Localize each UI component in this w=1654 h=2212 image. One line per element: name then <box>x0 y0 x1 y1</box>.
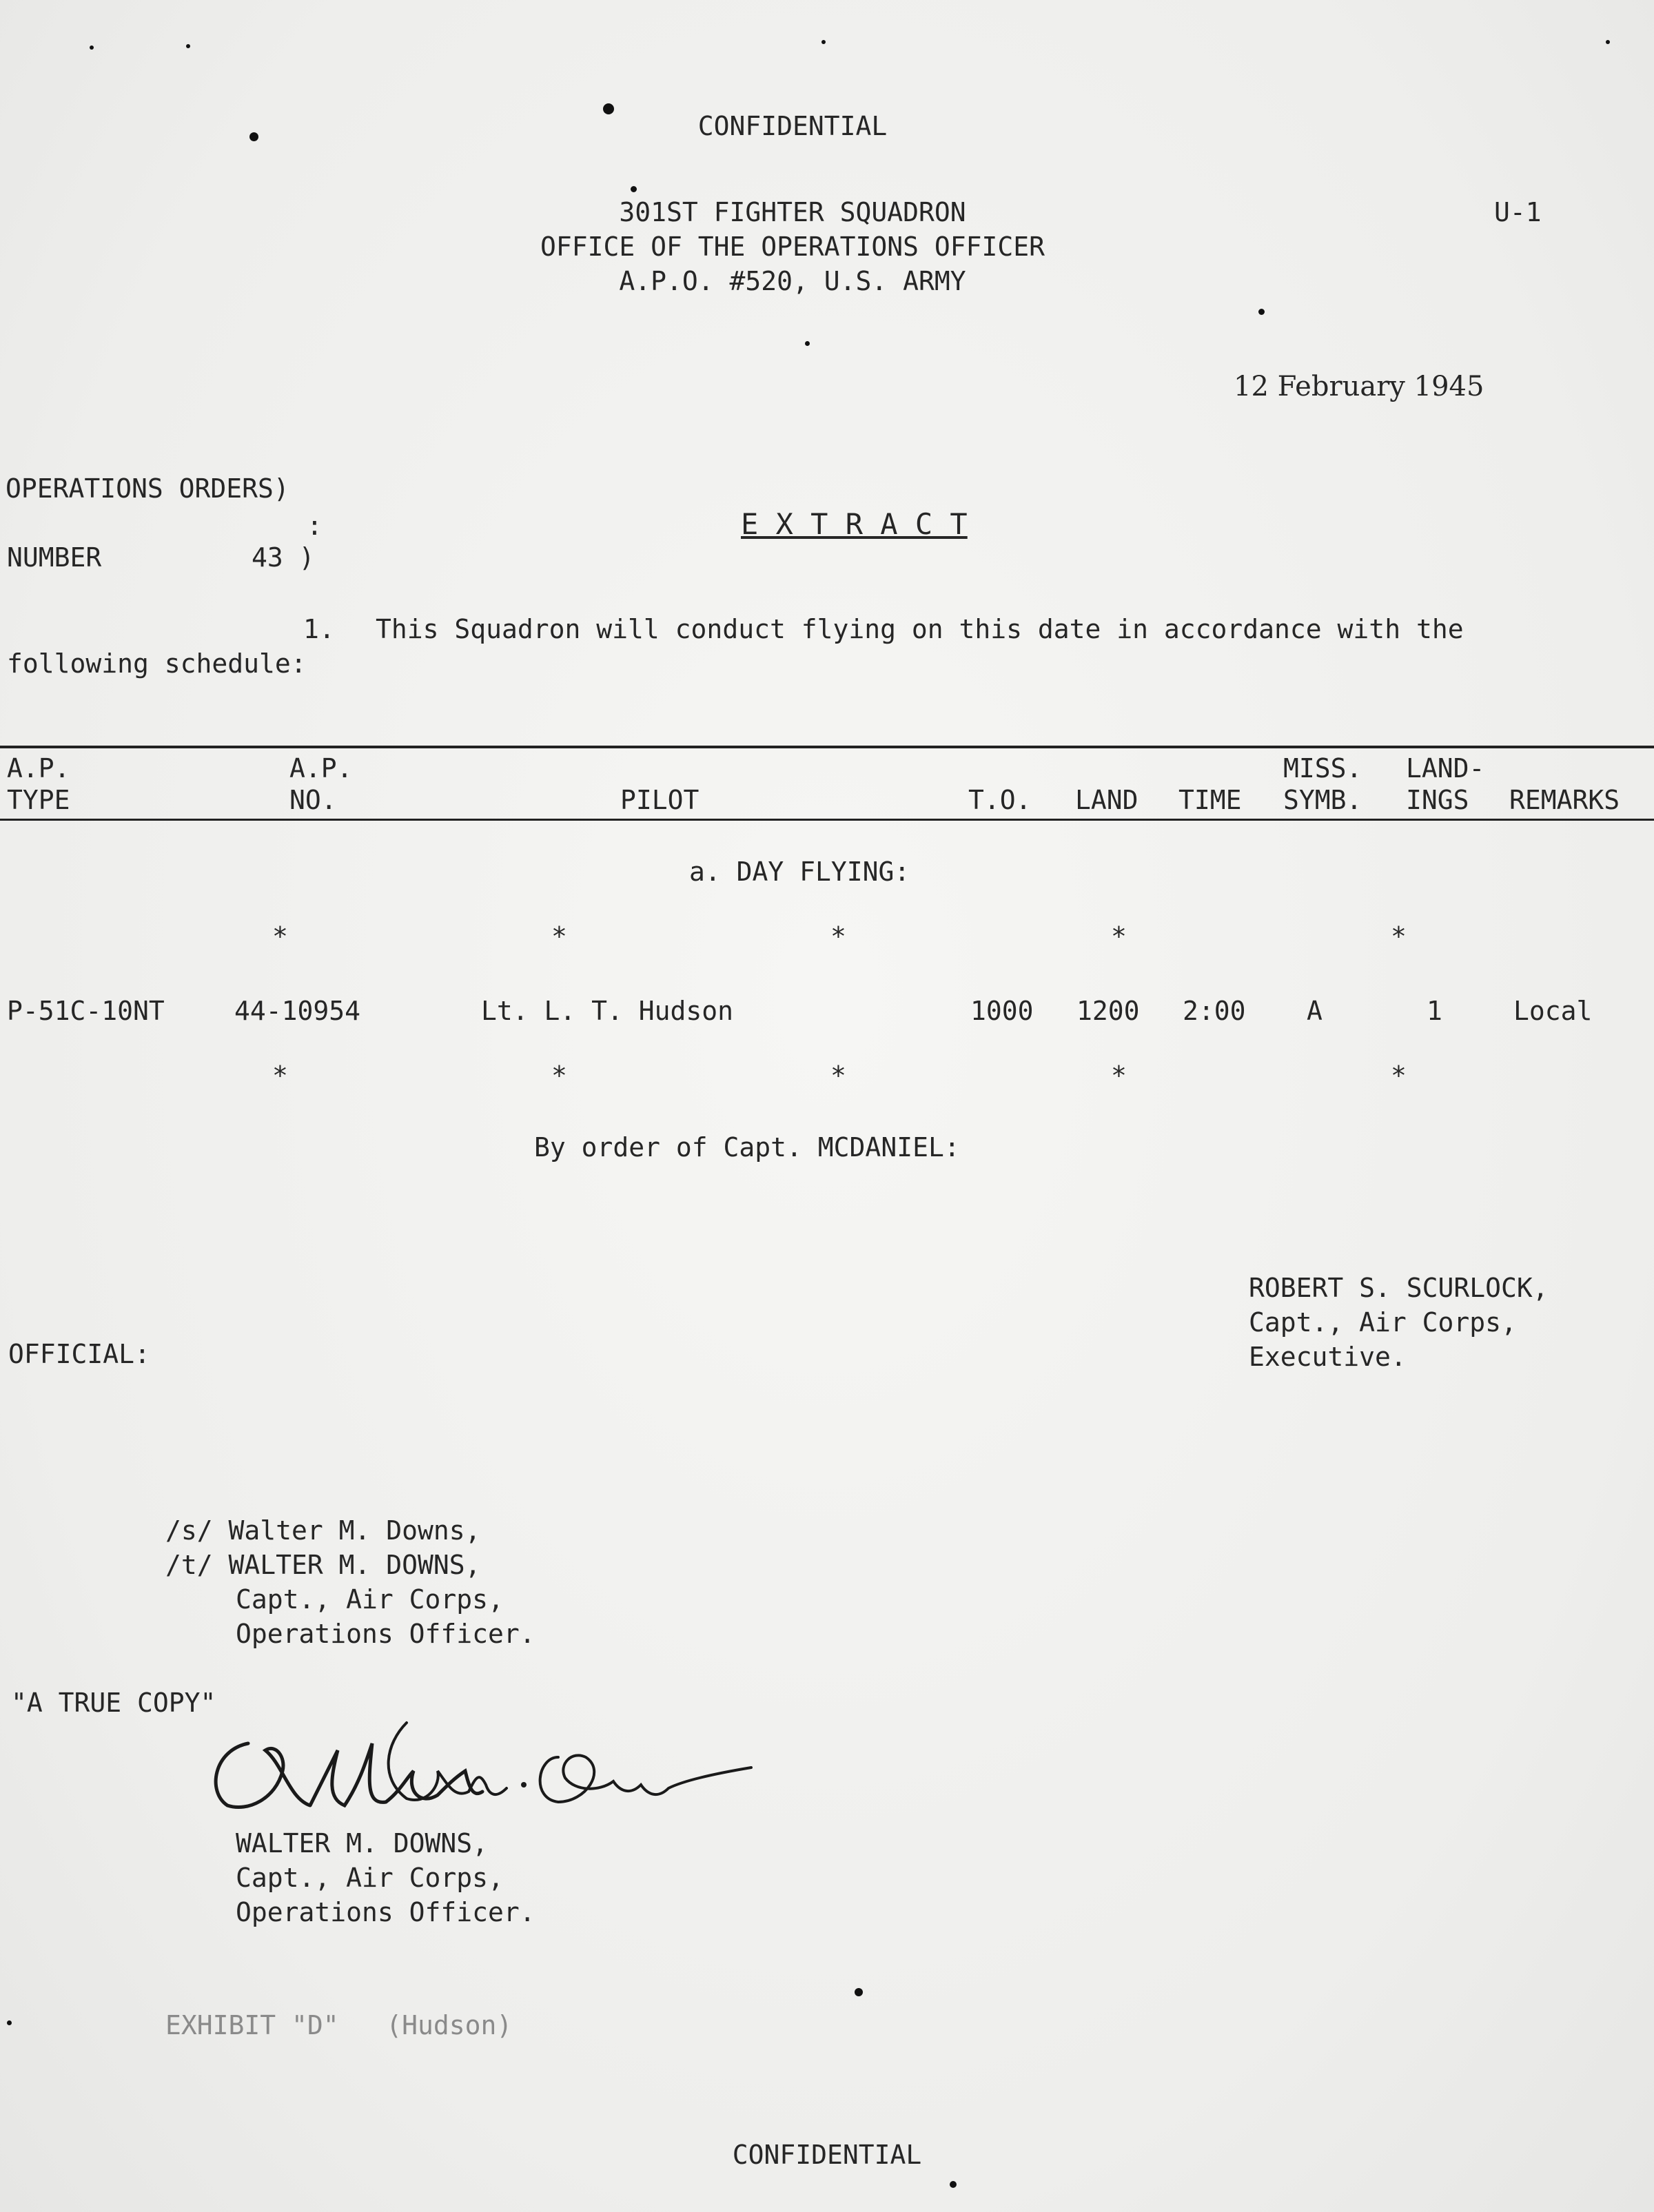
true-copy-rank: Capt., Air Corps, <box>236 1863 504 1893</box>
asterisk: * <box>551 921 567 952</box>
unit-name: 301ST FIGHTER SQUADRON <box>619 197 966 227</box>
col-header-miss: MISS. <box>1283 753 1362 784</box>
orders-label: OPERATIONS ORDERS) <box>6 473 289 504</box>
ink-speck <box>186 44 190 48</box>
cell-to: 1000 <box>970 996 1034 1026</box>
page-code: U-1 <box>1494 197 1542 227</box>
cell-pilot: Lt. L. T. Hudson <box>481 996 734 1026</box>
true-copy-label: "A TRUE COPY" <box>11 1688 216 1718</box>
orders-colon: : <box>307 511 323 541</box>
col-header-land: LAND <box>1075 785 1139 815</box>
office-name: OFFICE OF THE OPERATIONS OFFICER <box>540 232 1045 262</box>
executive-title: Executive. <box>1249 1342 1407 1372</box>
executive-rank: Capt., Air Corps, <box>1249 1307 1517 1338</box>
asterisk: * <box>1111 1061 1127 1091</box>
apo-address: A.P.O. #520, U.S. ARMY <box>619 266 966 296</box>
handwritten-signature <box>200 1702 765 1840</box>
official-signed: /s/ Walter M. Downs, <box>165 1515 481 1546</box>
paragraph-text-cont: following schedule: <box>7 648 307 679</box>
official-typed: /t/ WALTER M. DOWNS, <box>165 1550 481 1580</box>
paragraph-number: 1. <box>303 614 335 644</box>
cell-landings: 1 <box>1427 996 1442 1026</box>
col-header-ap-type: TYPE <box>7 785 70 815</box>
executive-name: ROBERT S. SCURLOCK, <box>1249 1273 1549 1303</box>
extract-title: E X T R A C T <box>741 507 968 541</box>
official-rank: Capt., Air Corps, <box>236 1584 504 1615</box>
table-header-rule <box>0 819 1654 821</box>
order-date: 12 February 1945 <box>1234 371 1484 402</box>
orders-number: 43 ) <box>252 542 315 573</box>
asterisk: * <box>272 921 288 952</box>
ink-speck <box>950 2181 957 2188</box>
cell-miss: A <box>1307 996 1323 1026</box>
cell-ap-no: 44-10954 <box>234 996 361 1026</box>
ink-speck <box>603 103 614 114</box>
col-header-to: T.O. <box>968 785 1032 815</box>
orders-number-label: NUMBER <box>7 542 102 573</box>
table-top-rule <box>0 746 1654 748</box>
ink-speck <box>631 186 637 192</box>
official-title: Operations Officer. <box>236 1619 535 1649</box>
ink-speck <box>7 2020 12 2025</box>
asterisk: * <box>551 1061 567 1091</box>
exhibit-label: EXHIBIT "D" (Hudson) <box>165 2010 513 2040</box>
asterisk: * <box>1111 921 1127 952</box>
asterisk: * <box>272 1061 288 1091</box>
ink-speck <box>855 1988 863 1996</box>
official-label: OFFICIAL: <box>8 1339 150 1369</box>
ink-speck <box>90 45 94 50</box>
asterisk: * <box>830 1061 846 1091</box>
section-day-flying: a. DAY FLYING: <box>689 857 910 887</box>
ink-speck <box>249 132 258 141</box>
true-copy-name: WALTER M. DOWNS, <box>236 1828 489 1858</box>
cell-ap-type: P-51C-10NT <box>7 996 165 1026</box>
by-order-line: By order of Capt. MCDANIEL: <box>534 1132 960 1163</box>
ink-speck <box>1258 309 1265 315</box>
col-header-remarks: REMARKS <box>1509 785 1620 815</box>
paragraph-text: This Squadron will conduct flying on this date in accordance with the <box>376 614 1464 644</box>
asterisk: * <box>830 921 846 952</box>
col-header-ap-type: A.P. <box>7 753 70 784</box>
true-copy-title: Operations Officer. <box>236 1897 535 1927</box>
col-header-ap-no: NO. <box>289 785 337 815</box>
classification-top: CONFIDENTIAL <box>697 111 888 141</box>
ink-speck <box>821 40 826 44</box>
asterisk: * <box>1391 1061 1407 1091</box>
ink-speck <box>1606 40 1610 44</box>
classification-bottom: CONFIDENTIAL <box>732 2140 922 2170</box>
col-header-ap-no: A.P. <box>289 753 353 784</box>
cell-remarks: Local <box>1513 996 1593 1026</box>
ink-speck <box>805 341 810 346</box>
cell-time: 2:00 <box>1183 996 1246 1026</box>
col-header-miss: SYMB. <box>1283 785 1362 815</box>
col-header-time: TIME <box>1178 785 1242 815</box>
cell-land: 1200 <box>1076 996 1140 1026</box>
col-header-pilot: PILOT <box>620 785 700 815</box>
col-header-landings: LAND- <box>1406 753 1485 784</box>
col-header-landings: INGS <box>1406 785 1469 815</box>
asterisk: * <box>1391 921 1407 952</box>
